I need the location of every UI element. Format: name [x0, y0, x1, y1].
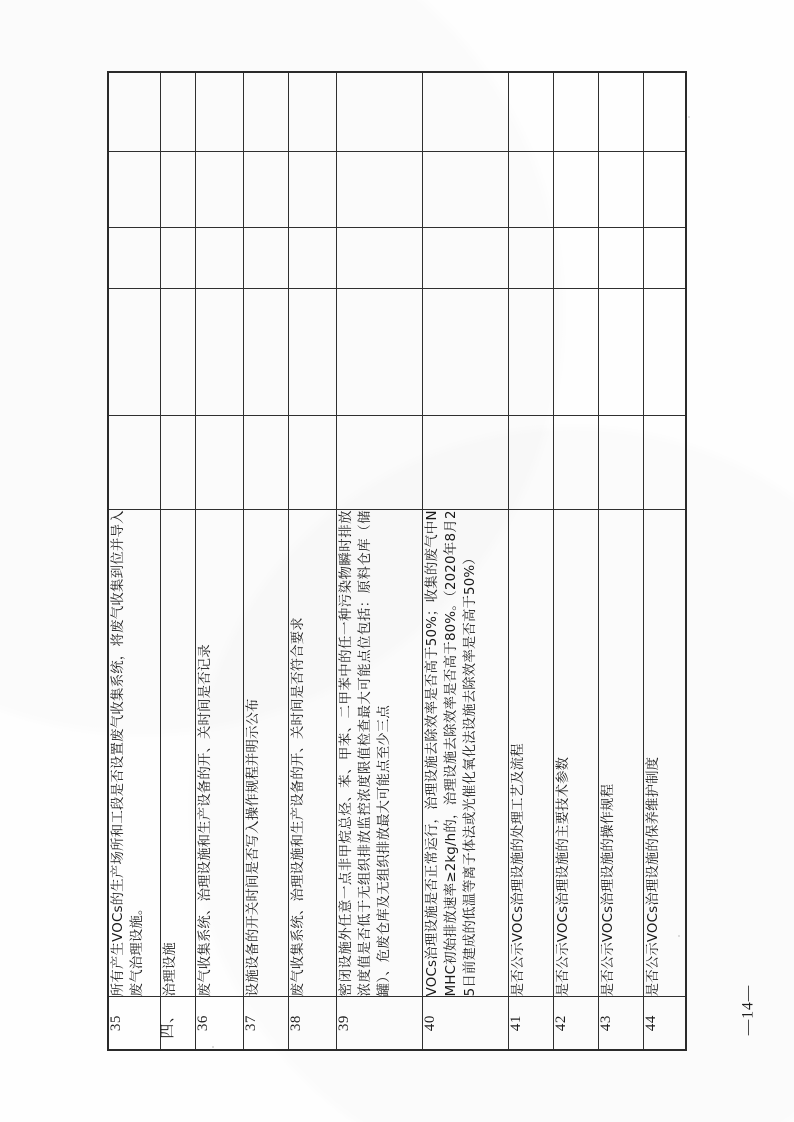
row-blank-cell-3[interactable] [336, 228, 422, 289]
row-blank-cell-4[interactable] [108, 152, 160, 228]
row-blank-cell-2[interactable] [598, 289, 643, 416]
section-title-text: 治理设施 [162, 942, 178, 997]
row-item-cell [195, 510, 243, 997]
row-blank-cell-5[interactable] [336, 72, 422, 152]
table-row [553, 72, 598, 1050]
section-number: 四、 [159, 1007, 176, 1039]
section-header-row [160, 72, 195, 1050]
row-item-cell [598, 510, 643, 997]
row-blank-cell-5[interactable] [508, 72, 553, 152]
row-blank-cell-5[interactable] [288, 72, 336, 152]
row-item-text: 废气收集系统、治理设施和生产设备的开、关时间是否符合要求 [290, 617, 306, 997]
row-blank-cell-2[interactable] [643, 289, 686, 416]
table-row [243, 72, 288, 1050]
row-number-cell [598, 997, 643, 1050]
row-blank-cell-4[interactable] [508, 152, 553, 228]
row-blank-cell-5[interactable] [553, 72, 598, 152]
row-blank-cell-1[interactable] [508, 416, 553, 510]
row-number-cell [508, 997, 553, 1050]
row-blank-cell-1[interactable] [643, 416, 686, 510]
row-number-cell [336, 997, 422, 1050]
row-item-cell [288, 510, 336, 997]
row-number: 42 [552, 1015, 569, 1032]
row-blank-cell-2[interactable] [160, 289, 195, 416]
row-blank-cell-2[interactable] [422, 289, 508, 416]
page-folio [728, 950, 768, 1070]
row-number-cell [288, 997, 336, 1050]
checklist-sheet [107, 71, 685, 1051]
row-number-cell [243, 997, 288, 1050]
row-blank-cell-2[interactable] [243, 289, 288, 416]
row-item-cell [108, 510, 160, 997]
table-row [108, 72, 160, 1050]
row-item-cell [336, 510, 422, 997]
row-blank-cell-3[interactable] [243, 228, 288, 289]
row-number-cell [422, 997, 508, 1050]
row-blank-cell-1[interactable] [243, 416, 288, 510]
row-item-text: 设施设备的开关时间是否写入操作规程并明示公布 [245, 698, 261, 997]
row-number-cell [108, 997, 160, 1050]
row-blank-cell-1[interactable] [422, 416, 508, 510]
row-blank-cell-1[interactable] [160, 416, 195, 510]
row-blank-cell-4[interactable] [160, 152, 195, 228]
row-blank-cell-4[interactable] [422, 152, 508, 228]
row-item-text: 是否公示VOCs治理设施的主要技术参数 [555, 756, 571, 997]
row-blank-cell-1[interactable] [336, 416, 422, 510]
row-item-cell [422, 510, 508, 997]
row-blank-cell-4[interactable] [643, 152, 686, 228]
row-blank-cell-3[interactable] [598, 228, 643, 289]
rotated-content-stage [107, 71, 687, 1051]
row-blank-cell-3[interactable] [553, 228, 598, 289]
row-number: 41 [507, 1015, 524, 1032]
row-blank-cell-5[interactable] [598, 72, 643, 152]
row-number: 35 [108, 1015, 124, 1032]
scan-speckle [212, 1046, 214, 1048]
row-blank-cell-2[interactable] [553, 289, 598, 416]
row-number-cell [195, 997, 243, 1050]
row-number: 38 [287, 1015, 304, 1032]
row-number: 43 [597, 1015, 614, 1032]
row-blank-cell-5[interactable] [160, 72, 195, 152]
scan-speckle [678, 935, 680, 937]
row-item-text: 是否公示VOCs治理设施的处理工艺及流程 [510, 743, 526, 997]
row-blank-cell-1[interactable] [553, 416, 598, 510]
row-item-cell [243, 510, 288, 997]
row-blank-cell-4[interactable] [288, 152, 336, 228]
row-blank-cell-4[interactable] [553, 152, 598, 228]
row-blank-cell-5[interactable] [108, 72, 160, 152]
table-row [288, 72, 336, 1050]
table-row [643, 72, 686, 1050]
row-number-cell [643, 997, 686, 1050]
row-blank-cell-3[interactable] [160, 228, 195, 289]
row-blank-cell-1[interactable] [288, 416, 336, 510]
row-number: 36 [194, 1015, 211, 1032]
table-body [108, 72, 686, 1050]
row-blank-cell-3[interactable] [288, 228, 336, 289]
row-number: 40 [421, 1015, 438, 1032]
table-row [336, 72, 422, 1050]
row-blank-cell-3[interactable] [195, 228, 243, 289]
row-number: 39 [335, 1015, 352, 1032]
row-item-cell [553, 510, 598, 997]
row-blank-cell-4[interactable] [243, 152, 288, 228]
row-blank-cell-4[interactable] [336, 152, 422, 228]
row-number-cell [553, 997, 598, 1050]
row-blank-cell-2[interactable] [195, 289, 243, 416]
row-blank-cell-1[interactable] [195, 416, 243, 510]
row-item-cell [643, 510, 686, 997]
section-number-cell [160, 997, 195, 1050]
row-item-text: 废气收集系统、治理设施和生产设备的开、关时间是否记录 [197, 644, 213, 997]
row-item-text: VOCs治理设施是否正常运行，治理设施去除效率是否高于50%；收集的废气中NMHC初始排放速率≥2kg/h的，治理设施去除效率是否高于80%。（2020年8月25日前建成的低温等离子体法或光催化氧化法设施去除效率是否高于50%） [424, 510, 478, 997]
row-blank-cell-2[interactable] [288, 289, 336, 416]
row-blank-cell-4[interactable] [195, 152, 243, 228]
table-row [598, 72, 643, 1050]
section-title-cell [160, 510, 195, 997]
row-blank-cell-3[interactable] [108, 228, 160, 289]
row-item-cell [508, 510, 553, 997]
row-item-text: 所有产生VOCs的生产场所和工段是否设置废气收集系统，将废气收集到位并导入废气治理设施。 [111, 510, 146, 997]
row-number: 37 [242, 1015, 259, 1032]
row-blank-cell-5[interactable] [643, 72, 686, 152]
row-blank-cell-3[interactable] [508, 228, 553, 289]
row-blank-cell-2[interactable] [108, 289, 160, 416]
row-blank-cell-3[interactable] [643, 228, 686, 289]
row-number: 44 [642, 1015, 659, 1032]
row-item-text: 是否公示VOCs治理设施的保养维护制度 [645, 756, 661, 997]
row-blank-cell-2[interactable] [336, 289, 422, 416]
row-item-text: 是否公示VOCs治理设施的操作规程 [600, 783, 616, 997]
inspection-checklist-table [107, 71, 687, 1051]
row-blank-cell-4[interactable] [598, 152, 643, 228]
row-blank-cell-5[interactable] [422, 72, 508, 152]
row-blank-cell-5[interactable] [243, 72, 288, 152]
table-row [508, 72, 553, 1050]
row-blank-cell-3[interactable] [422, 228, 508, 289]
row-blank-cell-1[interactable] [108, 416, 160, 510]
row-blank-cell-2[interactable] [508, 289, 553, 416]
row-item-text: 密闭设施外任意一点非甲烷总烃、苯、甲苯、二甲苯中的任一种污染物瞬时排放浓度值是否低于无组织排放监控浓度限值检查最大可能点位包括：原料仓库（储罐）、危废仓库及无组织排放最大可能点至少三点 [338, 510, 392, 997]
row-blank-cell-5[interactable] [195, 72, 243, 152]
table-row [422, 72, 508, 1050]
table-row [195, 72, 243, 1050]
scan-speckle [688, 116, 690, 118]
page-folio-text: —14— [739, 984, 756, 1036]
row-blank-cell-1[interactable] [598, 416, 643, 510]
